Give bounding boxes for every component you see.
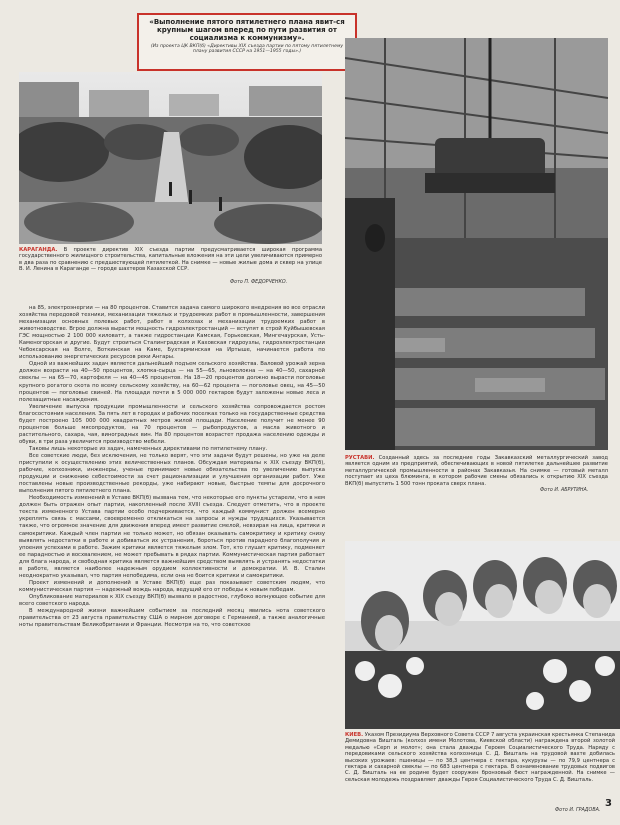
caption-text: Указом Президиума Верховного Совета СССР 7 августа украинская крестьянка Степанида Демидовна Вишталь (колхоз имени Молотова, Киевской области) награждена второй золотой медалью «Серп и молот»; она стала дважды Героем Социалистического Труда. Наряду с передовиками сельского хозяйства колхозница С. Д. Вишталь на трудовой вахте добилась высоких урожаев: пшеницы — по 38,3 центнера с гектара, кукурузы — по 79,9 центнера с гектара и сахарной свеклы — по 683 центнера с гектара. В ознаменование трудовых подвигов С. Д. Вишталь на ее родине будет сооружен бронзовый бюст награжденной. На снимке — сельская молодежь поздравляет дважды Героя Социалистического Труда С. Д. Вишталь. (345, 732, 615, 783)
caption-text: В проекте директив XIX съезда партии предусматривается широкая программа государственного жилищного строительства, капитальные вложения на эти цели увеличиваются примерно в два раза по сравнению с предшествующей пятилеткой. На снимке — новые жилые дома и сквер на улице В. И. Ленина в Караганде — городе шахтеров Казахской ССР. (19, 247, 322, 273)
caption-text: Созданный здесь за последние годы Закавказский металлургический завод является одним из предприятий, обеспечивающих в новой пятилетке дальнейшее развитие металлургической промышленности в районах Закавказья. На снимке — готовый металл поступает из цеха блюминга, в котором рабочие смены обязались к открытию XIX съезда ВКП(б) выпустить 1 500 тонн проката сверх плана. (345, 455, 608, 487)
caption-rustavi (345, 455, 608, 487)
quote-text: «Выполнение пятого пятилетнего плана явит-ся крупным шагом вперед по пути развития от социализма к коммунизму». (149, 18, 345, 42)
photo-karaganda (19, 72, 322, 244)
article-paragraph: на 85, электроэнергии — на 80 процентов. Ставится задача самого широкого внедрения во все отрасли хозяйства передовой техники, механизации тяжелых и трудоемких работ в промышленности, завершения механизации основных полевых работ, работ в колхозах и механизации трудоемких работ в животноводстве. Вгрое должна вырасти мощность гидроэлектростанций — вступят в строй Куйбышевская ГЭС мощностью 2 100 000 киловатт, а также гидростанции Камская, Горьковская, Мингечаурская, Усть-Каменогорская и другие. Будут строиться Сталинградская и Каховская гидроузлы, гидроэлектростанции Чебоксарская на Волге, Воткинская на Каме, Бухтарминская на Иртыше, начинается работа по использованию энергетических ресурсов реки Ангары. (19, 305, 325, 361)
photo-rustavi (345, 38, 608, 450)
article-column (19, 305, 325, 810)
photo-credit: Фото И. АБРУТИНА. (540, 488, 589, 493)
headline-quote-box (137, 13, 357, 71)
article-paragraph: Таковы лишь некоторые из задач, намеченных директивами по пятилетнему плану. (29, 445, 268, 452)
caption-place: КАРАГАНДА. (19, 247, 58, 253)
article-paragraph: Проект изменений и дополнений в Уставе ВКП(б) еще раз показывает советским людям, что коммунистическая партия — надежный вождь народа, ведущий его от победы к новым победам. (19, 579, 325, 593)
article-paragraph: Необходимость изменений в Уставе ВКП(б) вызвана тем, что некоторые его пункты устарели, что в нем должен быть отражен опыт партии, накопленный после XVIII съезда. Следует отметить, что в проекте текста измененного Устава партии особо подчеркивается, что каждый коммунист должен всемерно укреплять связь с массами, своевременно откликаться на запросы и нужды трудящихся. Указывается также, что огромное значение для движения вперед имеет развитие смелой, невзирая на лица, критики и самокритики. Каждый член партии не только может, но обязан оказывать самокритику и критику снизу выявлять недостатки в работе и добиваться их устранения, бороться против парадного благополучия и упоения успехами в работе. Зажим критики является тяжелым злом. Тот, кто глушит критику, подменяет ее парадностью и восхвалением, не может пребывать в рядах партии. Коммунистическая партия работает для блага народа, и свободная критика является важнейшим средством выявлять и устранять недостатки в работе, является наиболее надежным орудием коллективности и демократии. И. В. Сталин неоднократно указывал, что партия непобедима, если она не боится критики и самокритики. (19, 495, 325, 579)
photo-credit: Фото П. ФЕДОРЧЕНКО. (230, 280, 288, 285)
caption-place: КИЕВ. (345, 732, 364, 738)
article-paragraph: Одной из важнейших задач является дальнейший подъем сельского хозяйства. Валовой урожай зерна должен возрасти на 40—50 процентов, хлопка-сырца — на 55—65, льноволокна — на 40—50, сахарной свеклы — на 65—70, картофеля — на 40—45 процентов. На 18—20 процентов должно вырасти поголовье крупного рогатого скота по всему сельскому хозяйству, на 60—62 процента — поголовье овец, на 45—50 процентов — поголовье свиней. На площади почти в 5 000 000 гектаров будут заложены новые леса и полезащитные насаждения. (19, 361, 325, 403)
article-paragraph: Увеличение выпуска продукции промышленности и сельского хозяйства сопровождается ростом благосостояния населения. За пять лет в городах и рабочих поселках только на государственные средства будет построено 105 000 000 квадратных метров жилой площади. Население получит не менее 90 процентов больше мясопродуктов, на 70 процентов — рыбопродуктов, а масла животного и растительного, сахара, чая, виноградных вин. На 80 процентов возрастет продажа населению одежды и обуви, в три раза увеличится производство мебели. (19, 403, 325, 445)
photo-kiev (345, 541, 620, 729)
article-paragraph: В международной жизни важнейшим событием за последний месяц явились нота советского правительства от 23 августа правительству США о мирном договоре с Германией, а также аналогичные ноты правительствам Великобритании и Франции. Несмотря на то, что советское (19, 608, 325, 629)
page-number: 3 (605, 798, 612, 809)
caption-place: РУСТАВИ. (345, 455, 375, 461)
article-paragraph: Все советские люди, без исключения, не только верят, что эти задачи будут решены, но уже на деле приступили к осуществлению этих величественных планов. Обсуждая материалы к XIX съезду ВКП(б), рабочие, колхозники, инженеры, ученые принимают новые обязательства по увеличению выпуска продукции и снижению себестоимости за счет рационализации и улучшения организации работ. Уже поставлены новые производственные рекорды, уже набирают новые, быстрые темпы для досрочного выполнения пятого пятилетнего плана. (19, 452, 325, 495)
photo-credit: Фото И. ГРАДОВА. (555, 808, 601, 813)
article-paragraph: Опубликование материалов к XIX съезду ВКП(б) вызвало в радостное, глубоко волнующее событие для всего советского народа. (19, 593, 325, 607)
quote-source: (Из проекта ЦК ВКП(б) «Директивы XIX съезда партии по пятому пятилетнему плану развития СССР на 1951—1955 годы».) (150, 44, 344, 55)
caption-kiev (345, 732, 615, 783)
caption-karaganda (19, 247, 322, 273)
